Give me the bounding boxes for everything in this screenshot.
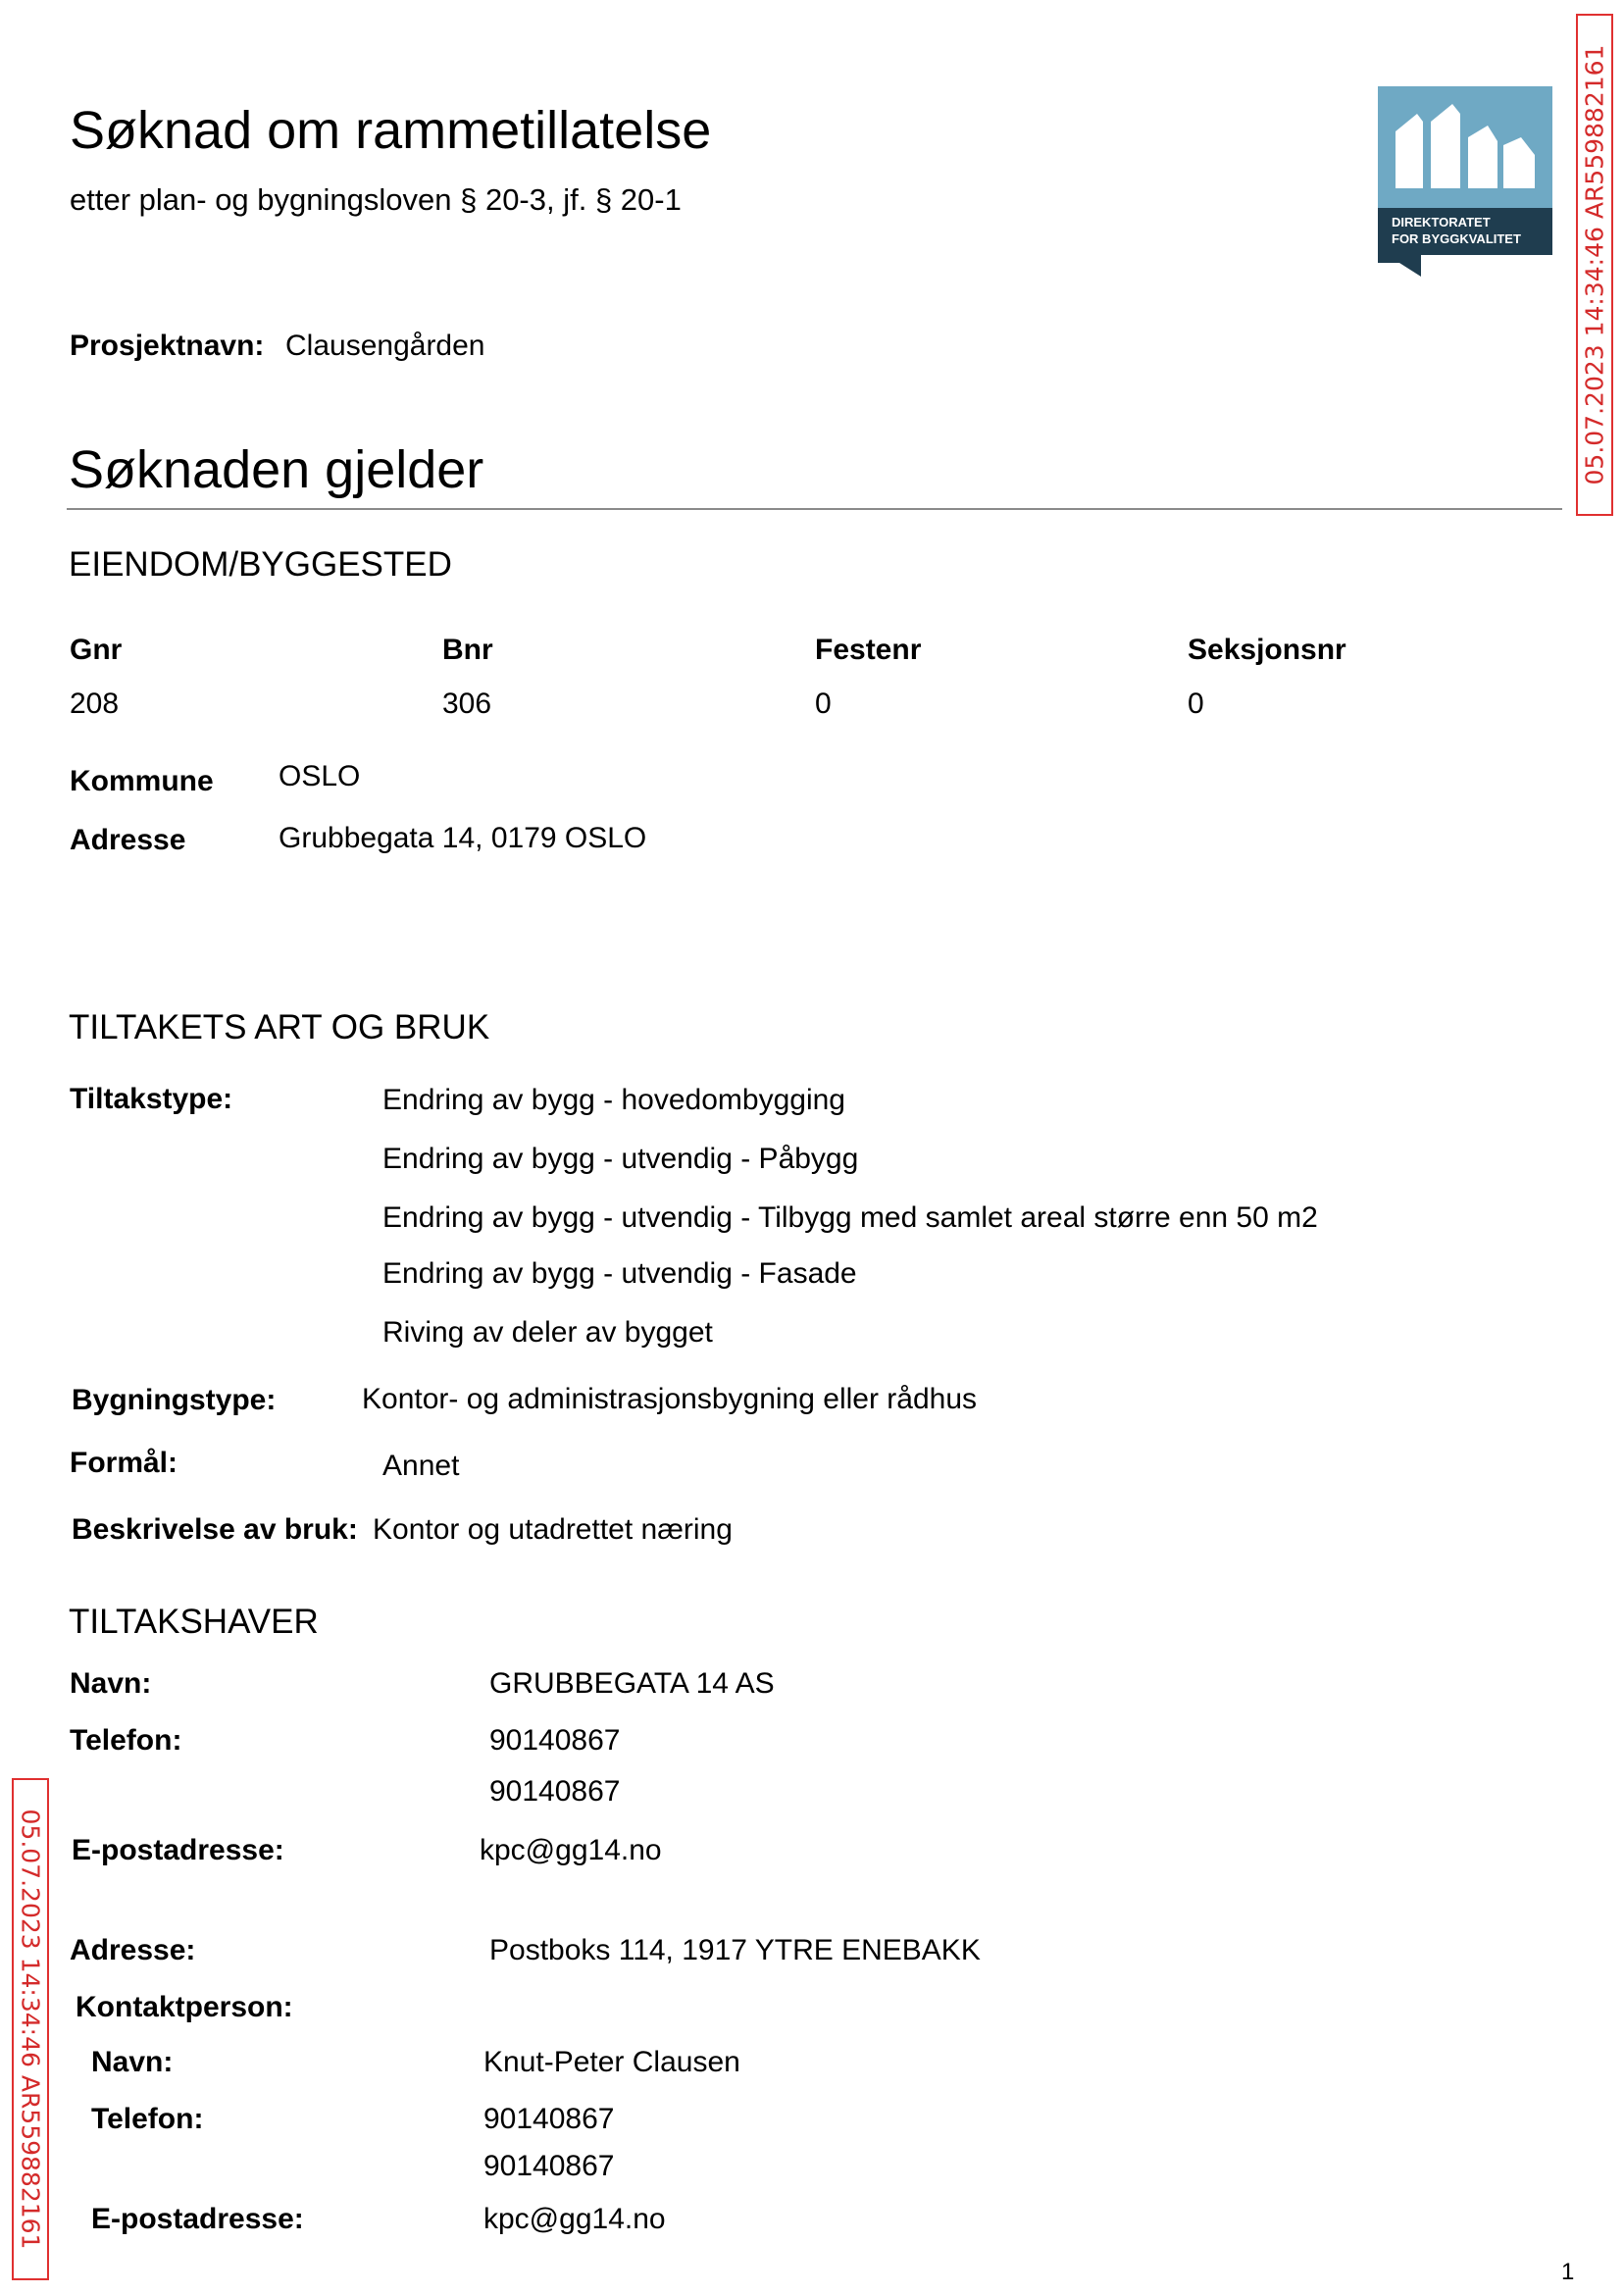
formal-value: Annet xyxy=(382,1450,460,1482)
tiltakstype-item: Endring av bygg - utvendig - Påbygg xyxy=(382,1143,859,1175)
kommune-label: Kommune xyxy=(70,765,214,797)
section-title: Søknaden gjelder xyxy=(69,440,484,499)
adresse-value: Grubbegata 14, 0179 OSLO xyxy=(279,822,647,854)
festenr-value: 0 xyxy=(815,688,832,720)
document-subtitle: etter plan- og bygningsloven § 20-3, jf. § 20-1 xyxy=(70,182,682,217)
project-name-value: Clausengården xyxy=(285,330,485,362)
gnr-label: Gnr xyxy=(70,634,123,666)
tiltakstype-item: Riving av deler av bygget xyxy=(382,1316,713,1349)
bygningstype-value: Kontor- og administrasjonsbygning eller rådhus xyxy=(362,1383,978,1415)
tiltakshaver-heading: TILTAKSHAVER xyxy=(69,1603,319,1641)
document-title: Søknad om rammetillatelse xyxy=(70,101,712,160)
kontaktperson-label: Kontaktperson: xyxy=(76,1991,293,2023)
seksjonsnr-label: Seksjonsnr xyxy=(1188,634,1346,666)
beskrivelse-label: Beskrivelse av bruk: xyxy=(72,1513,358,1546)
gnr-value: 208 xyxy=(70,688,120,720)
timestamp-stamp-right xyxy=(1576,14,1613,516)
festenr-label: Festenr xyxy=(815,634,922,666)
tiltakstype-label: Tiltakstype: xyxy=(70,1083,233,1115)
stamp-text: 05.07.2023 14:34:46 AR559882161 xyxy=(1580,44,1609,485)
bnr-label: Bnr xyxy=(442,634,493,666)
tiltakshaver-telefon-value: 90140867 xyxy=(489,1775,621,1808)
logo-text-line1: DIREKTORATET xyxy=(1392,215,1491,229)
seksjonsnr-value: 0 xyxy=(1188,688,1204,720)
kontakt-telefon-value: 90140867 xyxy=(483,2150,615,2182)
tiltak-heading: TILTAKETS ART OG BRUK xyxy=(69,1008,490,1046)
kontakt-epost-value[interactable]: kpc@gg14.no xyxy=(483,2203,666,2235)
kommune-value: OSLO xyxy=(279,760,361,792)
kontakt-navn-label: Navn: xyxy=(91,2046,174,2078)
stamp-text: 05.07.2023 14:34:46 AR559882161 xyxy=(16,1809,45,2250)
logo-text-line2: FOR BYGGKVALITET xyxy=(1392,231,1521,246)
kontakt-telefon-label: Telefon: xyxy=(91,2103,204,2135)
tiltakstype-item: Endring av bygg - utvendig - Tilbygg med samlet areal større enn 50 m2 xyxy=(382,1201,1318,1234)
adresse-label: Adresse xyxy=(70,824,186,856)
formal-label: Formål: xyxy=(70,1447,178,1479)
kontakt-navn-value: Knut-Peter Clausen xyxy=(483,2046,740,2078)
tiltakstype-item: Endring av bygg - hovedombygging xyxy=(382,1084,845,1116)
tiltakshaver-navn-label: Navn: xyxy=(70,1667,152,1700)
kontakt-telefon-value: 90140867 xyxy=(483,2103,615,2135)
tiltakshaver-adresse-value: Postboks 114, 1917 YTRE ENEBAKK xyxy=(489,1934,981,1966)
tiltakshaver-adresse-label: Adresse: xyxy=(70,1934,196,1966)
kontakt-epost-label: E-postadresse: xyxy=(91,2203,304,2235)
eiendom-heading: EIENDOM/BYGGESTED xyxy=(69,545,452,584)
page-number: 1 xyxy=(1561,2259,1575,2285)
dibk-logo-graphic xyxy=(1378,86,1552,277)
tiltakshaver-telefon-label: Telefon: xyxy=(70,1724,182,1757)
timestamp-stamp-left xyxy=(12,1778,49,2280)
project-name-label: Prosjektnavn: xyxy=(70,330,265,362)
tiltakshaver-navn-value: GRUBBEGATA 14 AS xyxy=(489,1667,775,1700)
bygningstype-label: Bygningstype: xyxy=(72,1384,277,1416)
section-divider xyxy=(67,508,1562,510)
tiltakshaver-telefon-value: 90140867 xyxy=(489,1724,621,1757)
dibk-logo xyxy=(1378,86,1552,277)
tiltakstype-item: Endring av bygg - utvendig - Fasade xyxy=(382,1257,857,1290)
beskrivelse-value: Kontor og utadrettet næring xyxy=(373,1513,733,1546)
tiltakshaver-epost-value[interactable]: kpc@gg14.no xyxy=(480,1834,662,1866)
bnr-value: 306 xyxy=(442,688,492,720)
tiltakshaver-epost-label: E-postadresse: xyxy=(72,1834,284,1866)
